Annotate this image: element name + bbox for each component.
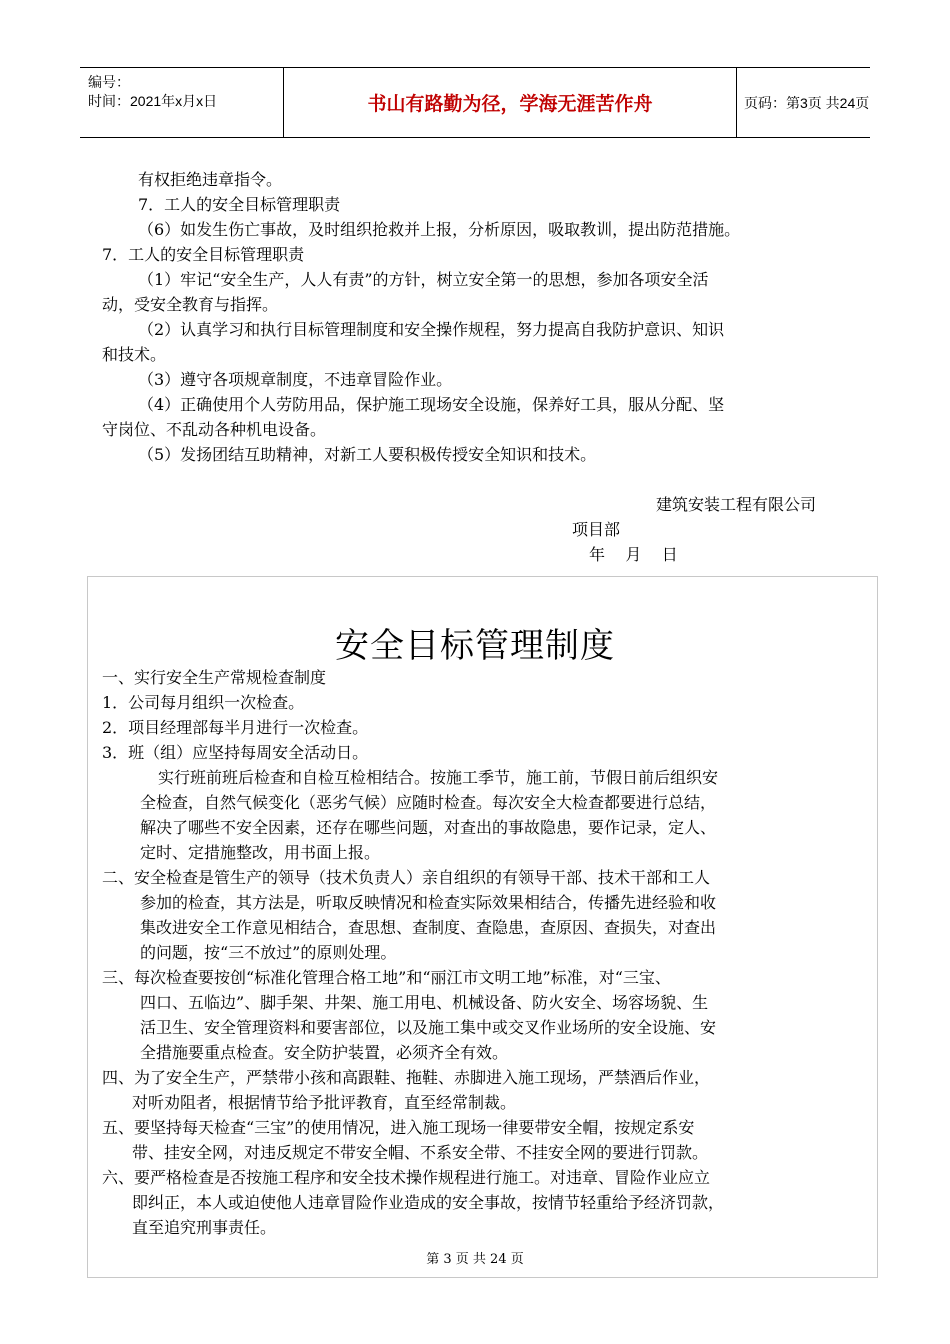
body-line-14: 四口、五临边”、脚手架、井架、施工用电、机械设备、防火安全、场容场貌、生 [140,993,709,1012]
body-line-6: 全检查，自然气候变化（恶劣气候）应随时检查。每次安全大检查都要进行总结， [140,793,717,812]
body-line-1: 一、实行安全生产常规检查制度 [102,668,327,687]
signature-company: 建筑安装工程有限公司 [656,495,817,514]
top-line-9: （3）遵守各项规章制度，不违章冒险作业。 [138,370,453,389]
header-motto: 书山有路勤为径，学海无涯苦作舟 [284,68,737,137]
body-line-17: 四、为了安全生产，严禁带小孩和高跟鞋、拖鞋、赤脚进入施工现场，严禁酒后作业， [102,1068,711,1087]
body-line-20: 带、挂安全网，对违反规定不带安全帽、不系安全带、不挂安全网的要进行罚款。 [132,1143,709,1162]
body-line-8: 定时、定措施整改，用书面上报。 [140,843,381,862]
body-line-3: 2．项目经理部每半月进行一次检查。 [102,718,369,737]
page-header [80,67,870,138]
body-line-11: 集改进安全工作意见相结合，查思想、查制度、查隐患，查原因、查损失，对查出 [140,918,717,937]
top-line-12: （5）发扬团结互助精神，对新工人要积极传授安全知识和技术。 [138,445,597,464]
top-line-2: 7．工人的安全目标管理职责 [138,195,341,214]
time-label: 时间：2021年x月x日 [88,93,218,109]
body-line-18: 对听劝阻者，根据情节给予批评教育，直至经常制裁。 [132,1093,517,1112]
body-line-19: 五、要坚持每天检查“三宝”的使用情况，进入施工现场一律要带安全帽，按规定系安 [102,1118,695,1137]
number-label: 编号： [88,74,130,90]
body-line-10: 参加的检查，其方法是，听取反映情况和检查实际效果相结合，传播先进经验和收 [140,893,717,912]
body-line-22: 即纠正，本人或迫使他人违章冒险作业造成的安全事故，按情节轻重给予经济罚款， [132,1193,725,1212]
page-footer: 第 3 页 共 24 页 [426,1252,524,1267]
body-line-15: 活卫生、安全管理资料和要害部位，以及施工集中或交叉作业场所的安全设施、安 [140,1018,717,1037]
signature-date: 年 月 日 [589,545,678,564]
body-line-16: 全措施要重点检查。安全防护装置，必须齐全有效。 [140,1043,509,1062]
top-line-11: 守岗位、不乱动各种机电设备。 [102,420,327,439]
body-line-4: 3．班（组）应坚持每周安全活动日。 [102,743,369,762]
top-line-4: 7．工人的安全目标管理职责 [102,245,305,264]
body-line-9: 二、安全检查是管生产的领导（技术负责人）亲自组织的有领导干部、技术干部和工人 [102,868,711,887]
top-line-5: （1）牢记“安全生产，人人有责”的方针，树立安全第一的思想，参加各项安全活 [138,270,709,289]
body-line-12: 的问题，按“三不放过”的原则处理。 [140,943,397,962]
top-line-3: （6）如发生伤亡事故，及时组织抢救并上报，分析原因，吸取教训，提出防范措施。 [138,220,741,239]
body-line-23: 直至追究刑事责任。 [132,1218,277,1237]
body-line-7: 解决了哪些不安全因素，还存在哪些问题，对查出的事故隐患，要作记录，定人、 [140,818,717,837]
header-meta-cell [80,68,284,137]
header-page-label: 页码：第3页 共24页 [744,94,870,111]
body-line-2: 1．公司每月组织一次检查。 [102,693,305,712]
top-line-1: 有权拒绝违章指令。 [138,170,283,189]
body-line-21: 六、要严格检查是否按施工程序和安全技术操作规程进行施工。对违章、冒险作业应立 [102,1168,711,1187]
signature-department: 项目部 [572,520,621,539]
body-line-13: 三、每次检查要按创“标准化管理合格工地”和“丽江市文明工地”标准，对“三宝、 [102,968,671,987]
top-line-10: （4）正确使用个人劳防用品，保护施工现场安全设施，保养好工具，服从分配、坚 [138,395,725,414]
top-line-7: （2）认真学习和执行目标管理制度和安全操作规程，努力提高自我防护意识、知识 [138,320,725,339]
top-line-6: 动，受安全教育与指挥。 [102,295,279,314]
body-line-5: 实行班前班后检查和自检互检相结合。按施工季节，施工前，节假日前后组织安 [158,768,719,787]
document-title: 安全目标管理制度 [335,626,615,666]
top-line-8: 和技术。 [102,345,167,364]
